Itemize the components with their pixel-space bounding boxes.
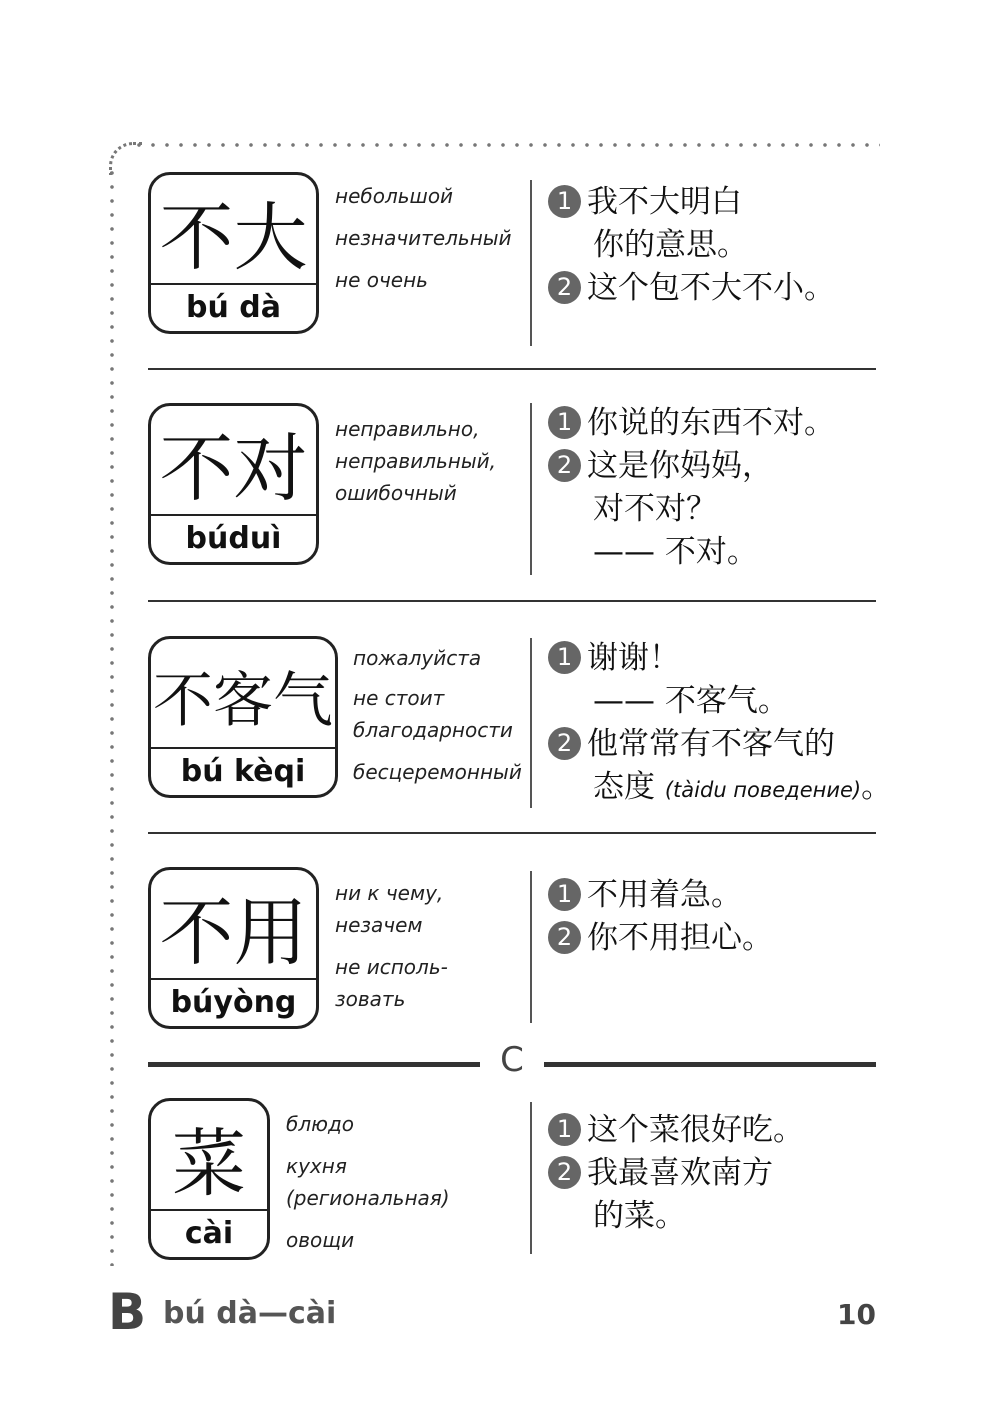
pinyin: bú dà [186,290,281,325]
card-divider [151,514,316,516]
dotted-border-top [132,142,880,148]
footer-section-letter: B [108,1283,147,1341]
example-line: 2 这是你妈妈， [548,446,773,486]
section-line-left [148,1062,480,1067]
dotted-border-left [109,166,115,1266]
example-line: 1 这个菜很好吃。 [548,1110,804,1150]
hanzi: 不对 [159,426,308,512]
word-card [148,172,319,334]
pinyin: búduì [185,521,282,556]
column-divider [530,403,532,575]
meaning: неправильно, [335,417,480,441]
example-line: —— 不客气。 [593,683,789,719]
word-card [148,636,338,798]
meaning: пожалуйста [353,646,482,670]
meaning: неправильный, [335,449,496,473]
example-number: 1 [548,641,581,674]
example-line: 态度 (tàidu поведение)。 [593,769,893,805]
dictionary-entry [148,172,876,352]
card-divider [151,1209,267,1211]
hanzi: 不用 [159,890,308,976]
example-number: 1 [548,185,581,218]
example-number: 2 [548,449,581,482]
meaning: не стоит [353,686,445,710]
example-line: 对不对？ [593,491,717,527]
example-number: 1 [548,878,581,911]
entry-separator [148,832,876,834]
meaning: зовать [335,987,406,1011]
page-number: 10 [837,1298,876,1331]
card-divider [151,283,316,285]
column-divider [530,1102,532,1254]
card-divider [151,747,335,749]
meaning: незачем [335,913,423,937]
meaning: не очень [335,268,428,292]
example-line: —— 不对。 [593,534,758,570]
example-line: 2 你不用担心。 [548,918,773,958]
example-number: 1 [548,406,581,439]
meaning: незначительный [335,226,512,250]
dictionary-entry [148,403,876,583]
meaning: (региональная) [286,1186,450,1210]
example-number: 2 [548,1156,581,1189]
meaning: благодарности [353,718,513,742]
column-divider [530,638,532,808]
example-number: 2 [548,921,581,954]
example-line: 1 我不大明白 [548,182,742,222]
example-line: 2 这个包不大不小。 [548,268,835,308]
section-letter: C [500,1040,524,1080]
meaning: не исполь- [335,955,448,979]
pinyin: bú kèqi [180,754,306,789]
meaning: бесцеремонный [353,760,522,784]
example-line: 2 我最喜欢南方 [548,1153,773,1193]
dictionary-entry [148,636,893,816]
word-card [148,867,319,1029]
example-line: 的菜。 [593,1198,686,1234]
footer-range: bú dà—cài [163,1296,337,1331]
meaning: овощи [286,1228,355,1252]
dictionary-entry [148,1098,876,1278]
hanzi: 不大 [159,195,308,281]
example-number: 1 [548,1113,581,1146]
pinyin: cài [184,1216,234,1251]
example-number: 2 [548,271,581,304]
meaning: блюдо [286,1112,355,1136]
word-card [148,1098,270,1260]
column-divider [530,871,532,1023]
example-number: 2 [548,727,581,760]
dictionary-entry [148,867,876,1047]
hanzi: 不客气 [153,666,333,736]
example-line: 你的意思。 [593,227,748,263]
section-line-right [544,1062,876,1067]
meaning: ни к чему, [335,881,444,905]
meaning: кухня [286,1154,347,1178]
example-line: 2 他常常有不客气的 [548,724,835,764]
example-note: (tàidu поведение) [664,778,862,802]
word-card [148,403,319,565]
column-divider [530,180,532,346]
meaning: небольшой [335,184,454,208]
example-line: 1 谢谢！ [548,638,680,678]
meaning: ошибочный [335,481,457,505]
entry-separator [148,600,876,602]
example-line: 1 你说的东西不对。 [548,403,835,443]
pinyin: búyòng [170,985,297,1020]
example-line: 1 不用着急。 [548,875,742,915]
entry-separator [148,368,876,370]
hanzi: 菜 [172,1121,246,1207]
card-divider [151,978,316,980]
